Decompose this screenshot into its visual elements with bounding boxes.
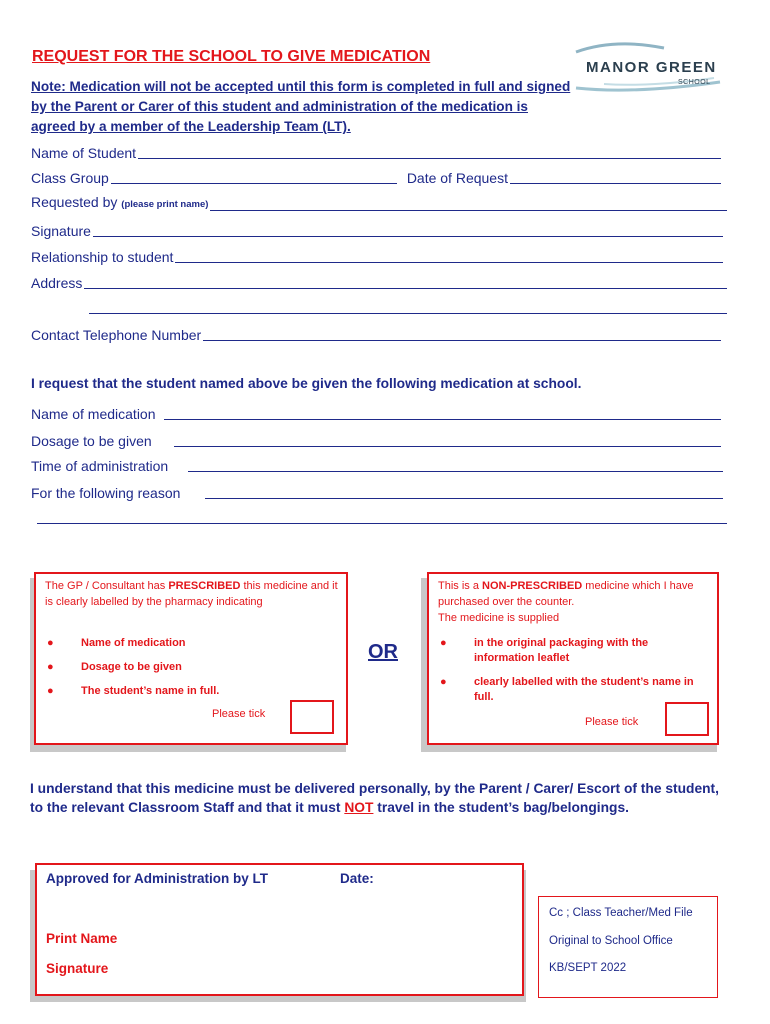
- logo-graphic: [574, 42, 724, 94]
- prescribed-tick-label: Please tick: [212, 708, 266, 720]
- logo-text-sub: SCHOOL: [678, 79, 711, 86]
- list-item: ● Name of medication: [47, 637, 186, 649]
- requested-by-label: Requested by (please print name): [31, 194, 209, 210]
- relationship-line[interactable]: [175, 261, 723, 263]
- approval-signature-label: Signature: [46, 961, 109, 976]
- dosage-line[interactable]: [174, 445, 721, 447]
- name-of-student-line[interactable]: [138, 157, 721, 159]
- name-of-student-field[interactable]: [31, 143, 721, 161]
- reason-line-2[interactable]: [37, 523, 727, 524]
- form-title: REQUEST FOR THE SCHOOL TO GIVE MEDICATION: [32, 48, 431, 65]
- approval-box: [35, 863, 524, 996]
- logo-text-main: MANOR GREEN: [586, 59, 717, 76]
- signature-field[interactable]: [31, 221, 723, 239]
- address-line-2[interactable]: [89, 313, 727, 314]
- dosage-label: Dosage to be given: [31, 433, 152, 449]
- prescribed-tick-box[interactable]: [290, 700, 334, 734]
- contact-phone-label: Contact Telephone Number: [31, 327, 202, 343]
- print-name-label: Print Name: [46, 931, 118, 946]
- list-item: ● in the original packaging with the information leaflet: [440, 637, 649, 664]
- reason-line-1[interactable]: [205, 497, 723, 499]
- relationship-label: Relationship to student: [31, 249, 174, 265]
- medication-heading: I request that the student named above be given the following medication at school.: [31, 376, 582, 391]
- cc-box: [538, 896, 718, 998]
- date-of-request-label: Date of Request: [406, 170, 508, 186]
- cc-line-3: KB/SEPT 2022: [549, 962, 627, 974]
- medication-name-line[interactable]: [164, 418, 721, 420]
- prescribed-list: [47, 636, 331, 699]
- non-prescribed-list: [440, 636, 700, 705]
- class-group-line[interactable]: [111, 182, 397, 184]
- requested-by-field[interactable]: [31, 195, 727, 213]
- contact-phone-field[interactable]: [31, 325, 721, 343]
- time-label: Time of administration: [31, 458, 169, 474]
- form-note: Note: Medication will not be accepted until this form is completed in full and signed by the Parent or Carer of this student and administration of the medication is agreed by a member of the Leadership Team (LT).: [31, 79, 571, 134]
- cc-line-2: Original to School Office: [549, 935, 673, 947]
- delivery-statement: I understand that this medicine must be delivered personally, by the Parent / Carer/ Escort of the student, to the relevant Classroom Staff and that it must NOT travel in the student’s bag/belongings.: [30, 781, 719, 815]
- list-item: ● clearly labelled with the student’s name in full.: [440, 676, 694, 703]
- requested-by-line[interactable]: [210, 209, 727, 211]
- or-label: OR: [368, 641, 398, 663]
- non-prescribed-tick-label: Please tick: [585, 716, 639, 728]
- reason-field[interactable]: [31, 483, 723, 501]
- relationship-field[interactable]: [31, 247, 723, 265]
- prescribed-intro: The GP / Consultant has PRESCRIBED this medicine and it is clearly labelled by the pharmacy indicating: [45, 580, 338, 608]
- signature-line[interactable]: [93, 235, 723, 237]
- address-label: Address: [31, 275, 83, 291]
- reason-label: For the following reason: [31, 485, 181, 501]
- address-field[interactable]: [31, 273, 727, 291]
- signature-label: Signature: [31, 223, 91, 239]
- time-line[interactable]: [188, 470, 723, 472]
- prescribed-box: [34, 572, 348, 745]
- cc-line-1: Cc ; Class Teacher/Med File: [549, 907, 693, 919]
- non-prescribed-intro: This is a NON-PRESCRIBED medicine which I have purchased over the counter. The medicine is supplied: [438, 580, 694, 624]
- list-item: ● The student’s name in full.: [47, 685, 220, 697]
- requested-by-hint: (please print name): [121, 199, 209, 210]
- dosage-field[interactable]: [31, 431, 721, 449]
- date-of-request-line[interactable]: [510, 182, 721, 184]
- class-group-label: Class Group: [31, 170, 109, 186]
- name-of-student-label: Name of Student: [31, 145, 137, 161]
- non-prescribed-tick-box[interactable]: [665, 702, 709, 736]
- time-of-administration-field[interactable]: [31, 456, 723, 474]
- approval-date-label: Date:: [340, 871, 374, 886]
- school-logo: [574, 42, 724, 94]
- class-group-row: [31, 168, 721, 186]
- approved-label: Approved for Administration by LT: [46, 871, 268, 886]
- address-line-1[interactable]: [84, 287, 727, 289]
- non-prescribed-box: [427, 572, 719, 745]
- list-item: ● Dosage to be given: [47, 661, 182, 673]
- medication-name-field[interactable]: [31, 404, 721, 422]
- medication-name-label: Name of medication: [31, 406, 156, 422]
- contact-phone-line[interactable]: [203, 339, 721, 341]
